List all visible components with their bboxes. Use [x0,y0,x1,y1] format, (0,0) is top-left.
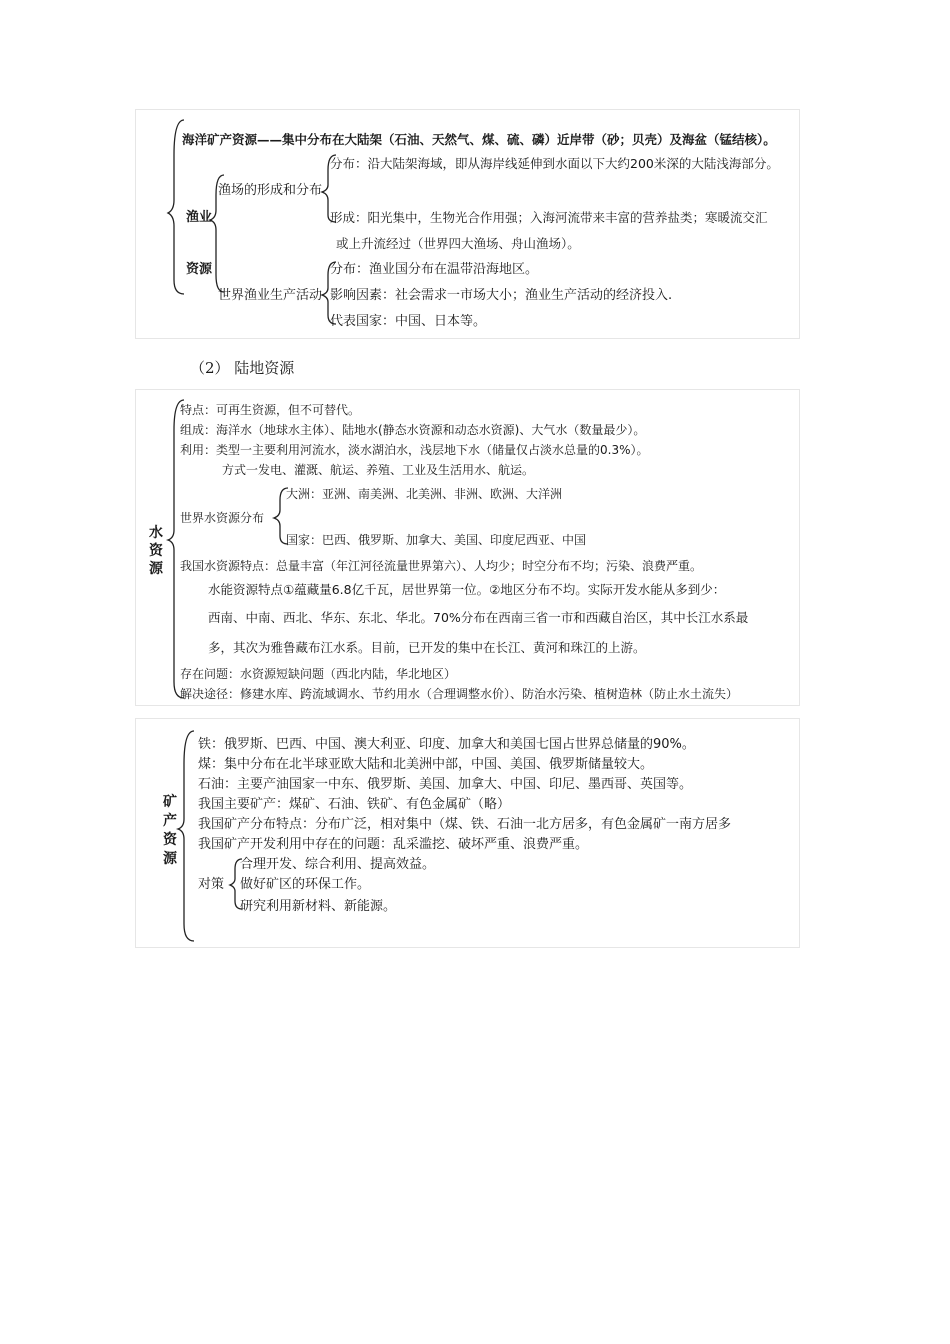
water-title-char: 资 [149,543,163,559]
mineral-measure-1: 合理开发、综合利用、提高效益。 [240,857,436,872]
water-problems: 存在问题：水资源短缺问题（西北内陆，华北地区） [180,667,457,681]
water-resources-panel [135,389,800,706]
world-water-distribution-label: 世界水资源分布 [180,511,265,525]
water-features: 特点：可再生资源，但不可替代。 [180,403,361,417]
mineral-brace-lines [136,719,799,947]
fishery-label-2: 资源 [186,262,213,277]
fishery-countries: 代表国家：中国、日本等。 [330,314,487,329]
fishing-ground-formation-1: 形成：阳光集中，生物光合作用强；入海河流带来丰富的营养盐类；寒暖流交汇 [330,210,768,225]
hydro-features-3: 多，其次为雅鲁藏布江水系。目前，已开发的集中在长江、黄河和珠江的上游。 [208,640,646,655]
hydro-features-2: 西南、中南、西北、华东、东北、华北。70%分布在西南三省一市和西藏自治区，其中长江水系最 [208,610,749,625]
fishing-ground-formation-2: 或上升流经过（世界四大渔场、舟山渔场）。 [336,236,580,251]
water-use-1: 利用：类型一主要利用河流水，淡水湖泊水，浅层地下水（储量仅占淡水总量的0.3%）。 [180,443,649,457]
mineral-title-char: 源 [163,851,177,867]
water-nations: 国家：巴西、俄罗斯、加拿大、美国、印度尼西亚、中国 [286,533,587,547]
mineral-coal: 煤：集中分布在北半球亚欧大陆和北美洲中部，中国、美国、俄罗斯储量较大。 [198,757,654,772]
mineral-title-char: 资 [163,832,177,848]
world-fishery-label: 世界渔业生产活动 [218,288,323,303]
mineral-problems: 我国矿产开发利用中存在的问题：乱采滥挖、破坏严重、浪费严重。 [198,837,589,852]
mineral-iron: 铁：俄罗斯、巴西、中国、澳大利亚、印度、加拿大和美国七国占世界总储量的90%。 [198,737,695,752]
water-composition: 组成：海洋水（地球水主体）、陆地水(静态水资源和动态水资源)、大气水（数量最少）。 [180,423,646,437]
water-title-char: 源 [149,561,163,577]
mineral-resources-panel [135,718,800,948]
hydro-features-1: 水能资源特点①蕴藏量6.8亿千瓦，居世界第一位。②地区分布不均。实际开发水能从多到少： [208,582,726,597]
water-solutions: 解决途径：修建水库、跨流域调水、节约用水（合理调整水价）、防治水污染、植树造林（防止水土流失） [180,687,739,701]
china-water-features: 我国水资源特点：总量丰富（年江河径流量世界第六）、人均少；时空分布不均；污染、浪费严重。 [180,559,703,573]
water-title-char: 水 [149,525,163,541]
mineral-title [162,793,178,869]
fishing-ground-label: 渔场的形成和分布 [218,183,323,198]
mineral-oil: 石油：主要产油国家一中东、俄罗斯、美国、加拿大、中国、印尼、墨西哥、英国等。 [198,777,693,792]
land-resources-caption: （2） 陆地资源 [190,359,295,377]
mineral-measures-label: 对策 [198,877,225,892]
mineral-main: 我国主要矿产：煤矿、石油、铁矿、有色金属矿（略） [198,797,511,812]
fishery-factors: 影响因素：社会需求一市场大小；渔业生产活动的经济投入. [330,288,673,303]
fishery-distribution: 分布：渔业国分布在温带沿海地区。 [330,262,539,277]
mineral-measure-2: 做好矿区的环保工作。 [240,877,371,892]
water-continents: 大洲：亚洲、南美洲、北美洲、非洲、欧洲、大洋洲 [286,487,563,501]
mineral-distribution-features: 我国矿产分布特点：分布广泛，相对集中（煤、铁、石油一北方居多，有色金属矿一南方居多 [198,817,732,832]
ocean-resources-panel [135,109,800,339]
fishery-label-1: 渔业 [186,210,213,225]
water-title [148,524,164,578]
mineral-measure-3: 研究利用新材料、新能源。 [240,899,397,914]
mineral-title-char: 矿 [163,794,177,810]
water-use-2: 方式一发电、灌溉、航运、养殖、工业及生活用水、航运。 [222,463,535,477]
ocean-mineral-text: 海洋矿产资源——集中分布在大陆架（石油、天然气、煤、硫、磷）近岸带（砂；贝壳）及海盆（锰结核）。 [182,132,776,147]
fishing-ground-distribution: 分布：沿大陆架海域，即从海岸线延伸到水面以下大约200米深的大陆浅海部分。 [330,156,779,171]
mineral-title-char: 产 [163,813,177,829]
